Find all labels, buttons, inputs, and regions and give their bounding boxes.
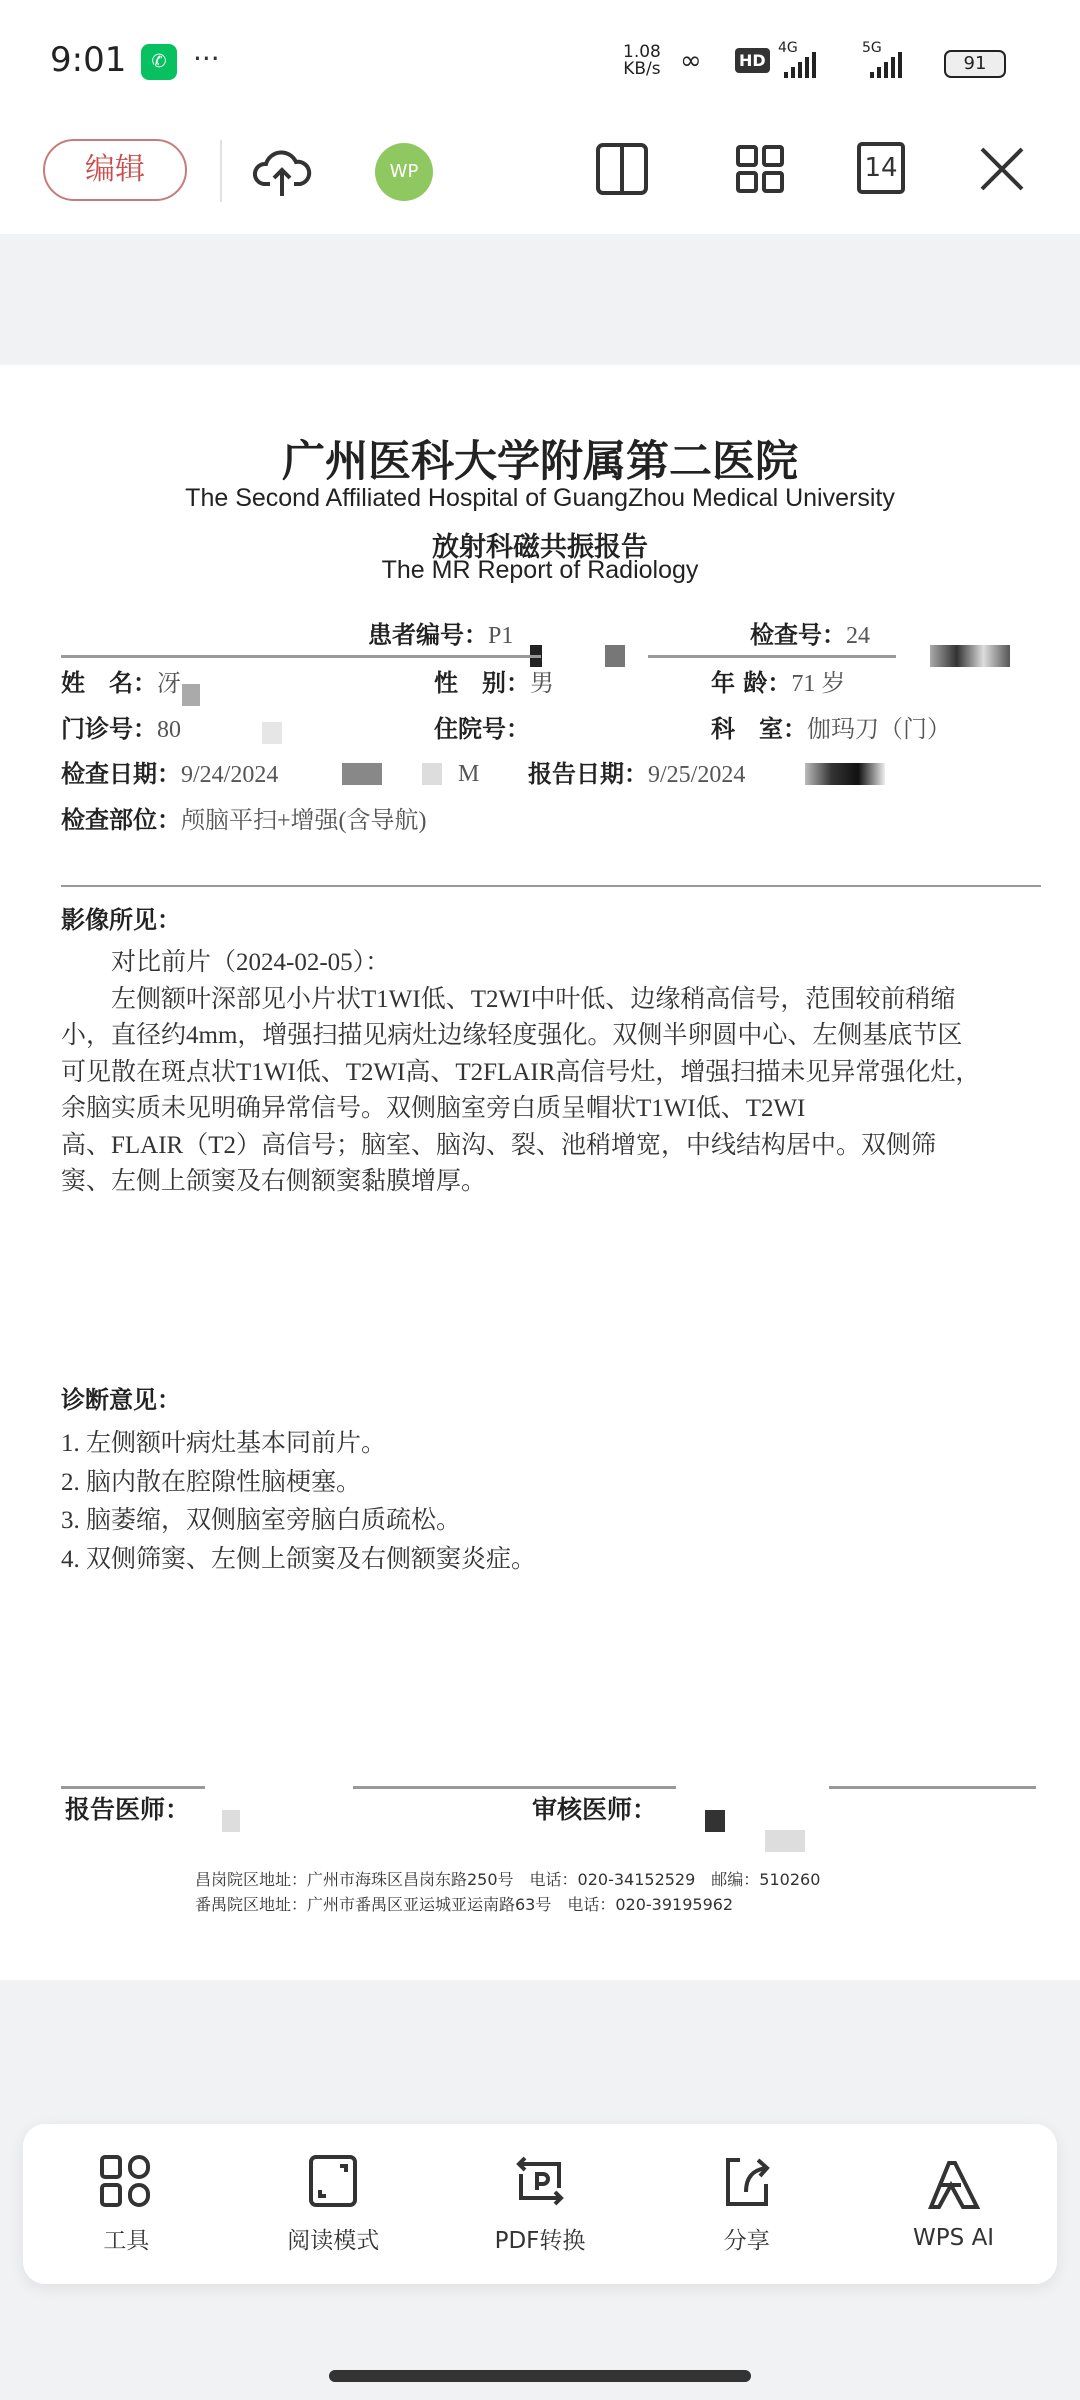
address-panyu: 番禺院区地址：广州市番禺区亚运城亚运南路63号 电话：020-39195962 (195, 1895, 734, 1914)
share-icon (720, 2154, 774, 2208)
split-view-icon[interactable] (595, 142, 649, 200)
edit-button[interactable]: 编辑 (43, 139, 187, 201)
outpatient-field (61, 714, 181, 745)
findings-line: 对比前片（2024-02-05）： (61, 949, 391, 976)
diagnosis-list (61, 1425, 1051, 1579)
redaction (605, 645, 625, 667)
exam-number (750, 620, 870, 651)
redaction (422, 763, 442, 785)
tools-button[interactable] (36, 2154, 216, 2255)
wechat-icon: ✆ (141, 44, 177, 80)
inpatient-field (434, 714, 530, 744)
address-changgang: 昌岗院区地址：广州市海珠区昌岗东路250号 电话：020-34152529 邮编：510260 (195, 1870, 821, 1889)
divider (220, 140, 222, 202)
share-button[interactable] (657, 2154, 837, 2255)
hd-icon: HD (735, 48, 770, 73)
findings-line: 小，直径约4mm，增强扫描见病灶边缘轻度强化。双侧半卵圆中心、左侧基底节区 (61, 1022, 963, 1049)
exam-no-label: 检查号： (750, 621, 846, 649)
findings-line: 高、FLAIR（T2）高信号；脑室、脑沟、裂、池稍增宽，中线结构居中。双侧筛 (61, 1131, 937, 1159)
report-title-en: The MR Report of Radiology (381, 556, 699, 584)
outpatient-label: 门诊号： (61, 715, 157, 743)
signal-4g (778, 40, 816, 78)
wps-ai-icon (927, 2157, 981, 2211)
redaction (182, 684, 200, 706)
exam-part-value: 颅脑平扫+增强(含导航) (181, 808, 427, 834)
bottom-action-bar (23, 2124, 1057, 2284)
hospital-name-cn: 广州医科大学附属第二医院 (282, 437, 798, 487)
findings-line: 窦、左侧上颌窦及右侧额窦黏膜增厚。 (61, 1168, 487, 1195)
diagnosis-item: 4. 双侧筛窦、左侧上颌窦及右侧额窦炎症。 (61, 1545, 537, 1573)
diagnosis-item: 1. 左侧额叶病灶基本同前片。 (61, 1430, 387, 1457)
sig2-label: 5G (862, 40, 882, 56)
exam-date-value: 9/24/2024 (181, 762, 279, 788)
name-label: 姓 名： (61, 669, 157, 697)
share-label: 分享 (723, 2227, 770, 2254)
signal-5g (862, 40, 902, 78)
inpatient-label: 住院号： (434, 715, 530, 743)
cloud-upload-icon[interactable] (250, 138, 314, 206)
redaction (705, 1810, 725, 1832)
wps-ai-button[interactable] (864, 2157, 1044, 2251)
divider (648, 655, 896, 658)
tools-icon (99, 2154, 153, 2208)
patient-id (368, 620, 513, 651)
diagnosis-item: 2. 脑内散在腔隙性脑梗塞。 (61, 1468, 362, 1496)
hospital-name-en: The Second Affiliated Hospital of GuangZhou Medical University (185, 484, 895, 512)
redaction (342, 763, 382, 785)
findings-line: 左侧额叶深部见小片状T1WI低、T2WI中叶低、边缘稍高信号，范围较前稍缩 (61, 985, 956, 1013)
pdf-convert-icon (513, 2154, 567, 2208)
findings-line: 可见散在斑点状T1WI低、T2WI高、T2FLAIR高信号灶，增强扫描未见异常强化灶， (61, 1058, 981, 1086)
gender-label: 性 别： (434, 669, 530, 697)
exam-part-label: 检查部位： (61, 806, 181, 834)
signature-line (61, 1786, 205, 1789)
report-date-label: 报告日期： (528, 760, 648, 788)
pdf-convert-label: PDF转换 (494, 2227, 586, 2254)
battery-icon: 91 (944, 50, 1006, 78)
report-date-field (528, 759, 745, 790)
redaction (805, 763, 885, 785)
dept-value: 伽玛刀（门） (807, 717, 951, 743)
findings-heading: 影像所见： (61, 906, 181, 934)
reporter-label: 报告医师： (65, 1795, 191, 1824)
findings-line: 余脑实质未见明确异常信号。双侧脑室旁白质呈帽状T1WI低、T2WI (61, 1095, 806, 1122)
findings-text (61, 945, 1051, 1201)
top-toolbar (0, 112, 1080, 234)
exam-no-value: 24 (846, 623, 870, 649)
exam-part-field (61, 805, 427, 836)
diagnosis-item: 3. 脑萎缩，双侧脑室旁脑白质疏松。 (61, 1507, 462, 1534)
signature-line (829, 1786, 1036, 1789)
close-icon[interactable] (977, 144, 1027, 198)
reviewer-label: 审核医师： (532, 1795, 658, 1824)
more-notifications-icon: ··· (193, 42, 220, 75)
report-date-value: 9/25/2024 (648, 762, 746, 788)
redaction (930, 645, 1010, 667)
patient-id-value: P1 (488, 623, 514, 649)
gender-value: 男 (530, 671, 554, 697)
divider (61, 885, 1041, 887)
reading-mode-button[interactable] (243, 2154, 423, 2255)
net-speed-unit: KB/s (623, 59, 661, 79)
grid-view-icon[interactable] (735, 144, 785, 198)
name-value: 冴 (157, 671, 181, 697)
exam-date-label: 检查日期： (61, 760, 181, 788)
redaction (222, 1810, 240, 1832)
net-speed-value: 1.08 (623, 42, 661, 62)
page-count-button[interactable]: 14 (857, 142, 905, 194)
status-bar (0, 0, 1080, 112)
sig1-label: 4G (778, 40, 798, 56)
outpatient-value: 80 (157, 717, 181, 743)
home-indicator[interactable] (329, 2370, 751, 2382)
clock: 9:01 (50, 40, 127, 80)
dept-label: 科 室： (711, 715, 807, 743)
age-field (711, 668, 845, 699)
exam-date-field (61, 759, 278, 790)
link-icon: ∞ (680, 46, 702, 76)
network-speed (623, 44, 661, 78)
user-avatar[interactable]: WP (375, 143, 433, 201)
redaction (262, 722, 282, 744)
gender-field (434, 668, 554, 699)
age-label: 年 龄： (711, 669, 792, 697)
reading-mode-label: 阅读模式 (287, 2227, 380, 2254)
diagnosis-heading: 诊断意见： (61, 1386, 181, 1414)
signature-line (353, 1786, 676, 1789)
tools-label: 工具 (103, 2227, 150, 2254)
department-field (711, 714, 951, 745)
redaction (765, 1830, 805, 1852)
age-value: 71 岁 (791, 671, 846, 697)
patient-id-label: 患者编号： (368, 621, 488, 649)
report-title-cn: 放射科磁共振报告 (432, 532, 648, 563)
reading-mode-icon (306, 2154, 360, 2208)
exam-date-suffix: M (458, 761, 480, 787)
divider (61, 655, 541, 658)
name-field (61, 668, 181, 699)
pdf-convert-button[interactable] (450, 2154, 630, 2255)
wps-ai-label: WPS AI (913, 2225, 995, 2251)
